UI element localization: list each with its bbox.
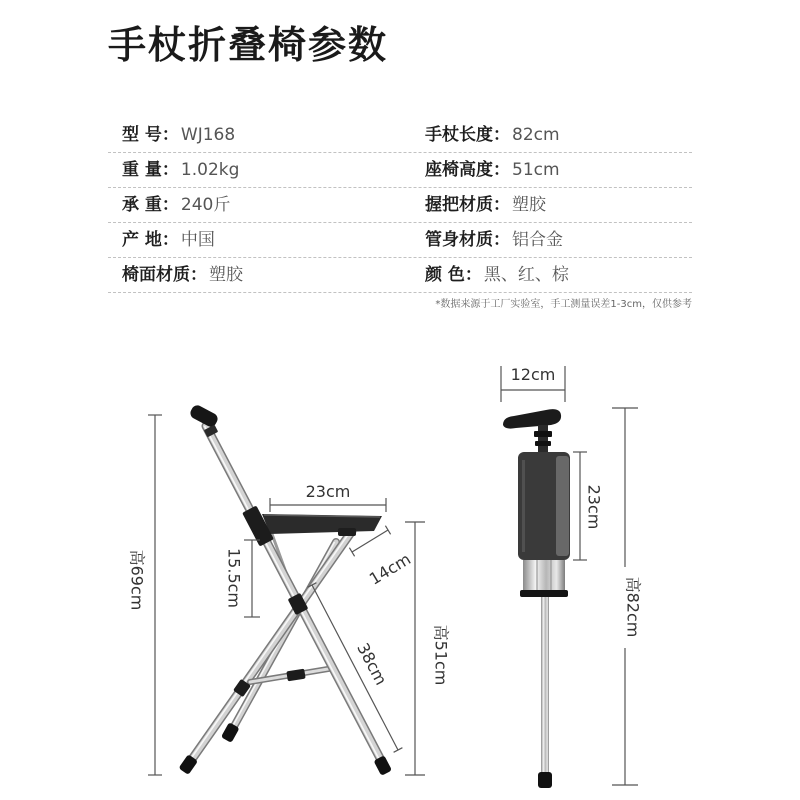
spec-table — [108, 118, 692, 293]
spec-value: 240斤 — [180, 195, 231, 215]
spec-cell-load — [122, 188, 230, 222]
spec-cell-cane-length — [425, 118, 560, 152]
spec-label: 产 地： — [122, 230, 179, 250]
spec-label: 管身材质： — [425, 230, 510, 250]
spec-label: 手杖长度： — [425, 125, 510, 145]
spec-label: 承 重： — [122, 195, 179, 215]
spec-cell-model — [122, 118, 235, 152]
cane-ring — [520, 590, 568, 597]
page-title: 手杖折叠椅参数 — [108, 23, 389, 67]
cane-illustration — [503, 409, 570, 788]
brace-connector — [286, 669, 305, 682]
product-diagram — [0, 340, 800, 800]
dimension-label-seat-to-hinge: 15.5cm — [224, 547, 244, 609]
spec-label: 座椅高度： — [425, 160, 510, 180]
spec-row — [108, 188, 692, 223]
spec-value: 51cm — [512, 160, 560, 180]
spec-row — [108, 118, 692, 153]
spec-cell-seat-material — [122, 258, 243, 292]
dimension-overall-height-chair — [148, 415, 162, 775]
spec-row — [108, 223, 692, 258]
spec-value: 中国 — [180, 230, 215, 250]
spec-label: 型 号： — [122, 125, 179, 145]
spec-label: 椅面材质： — [122, 265, 207, 285]
spec-value: 1.02kg — [180, 160, 240, 180]
cane-neck — [538, 425, 548, 453]
dimension-label-leg-length: 38cm — [353, 639, 391, 689]
dimension-seat-to-hinge — [244, 540, 260, 617]
cane-seat-highlight — [522, 460, 525, 552]
spec-cell-origin — [122, 223, 215, 257]
cane-tip — [538, 772, 552, 788]
cane-rod — [541, 597, 549, 775]
spec-row — [108, 258, 692, 293]
spec-value: 塑胶 — [512, 195, 546, 215]
dimension-label-cane-height: 高82cm — [623, 576, 643, 638]
spec-row — [108, 153, 692, 188]
folding-chair-illustration — [178, 403, 392, 776]
seat-bracket — [338, 528, 356, 536]
dimension-label-seat-block-length: 23cm — [584, 484, 604, 530]
spec-cell-weight — [122, 153, 239, 187]
spec-cell-seat-height — [425, 153, 560, 187]
cane-collar — [534, 431, 552, 437]
spec-value: 铝合金 — [512, 230, 563, 250]
spec-value: 塑胶 — [209, 265, 243, 285]
dimension-label-chair-height: 高69cm — [127, 549, 147, 611]
spec-label: 握把材质： — [425, 195, 510, 215]
cane-handle — [503, 409, 561, 428]
dimension-label-handle-width: 12cm — [510, 365, 556, 384]
dimension-label-seat-depth: 14cm — [365, 549, 415, 589]
cane-collar — [535, 441, 551, 446]
spec-label: 颜 色： — [425, 265, 482, 285]
chair-left-leg — [189, 531, 353, 762]
cane-cylinder — [523, 560, 565, 591]
spec-value: WJ168 — [180, 125, 236, 145]
footnote: *数据来源于工厂实验室，手工测量误差1-3cm，仅供参考 — [435, 299, 692, 310]
spec-cell-tube-material — [425, 223, 563, 257]
dimension-label-seat-width: 23cm — [305, 482, 351, 501]
spec-label: 重 量： — [122, 160, 179, 180]
spec-cell-color — [425, 258, 569, 292]
spec-value: 82cm — [512, 125, 560, 145]
cane-seat-side-panel — [556, 456, 569, 556]
dimension-label-seat-height: 高51cm — [431, 624, 451, 686]
spec-value: 黑、红、棕 — [483, 265, 569, 285]
spec-cell-grip-material — [425, 188, 546, 222]
